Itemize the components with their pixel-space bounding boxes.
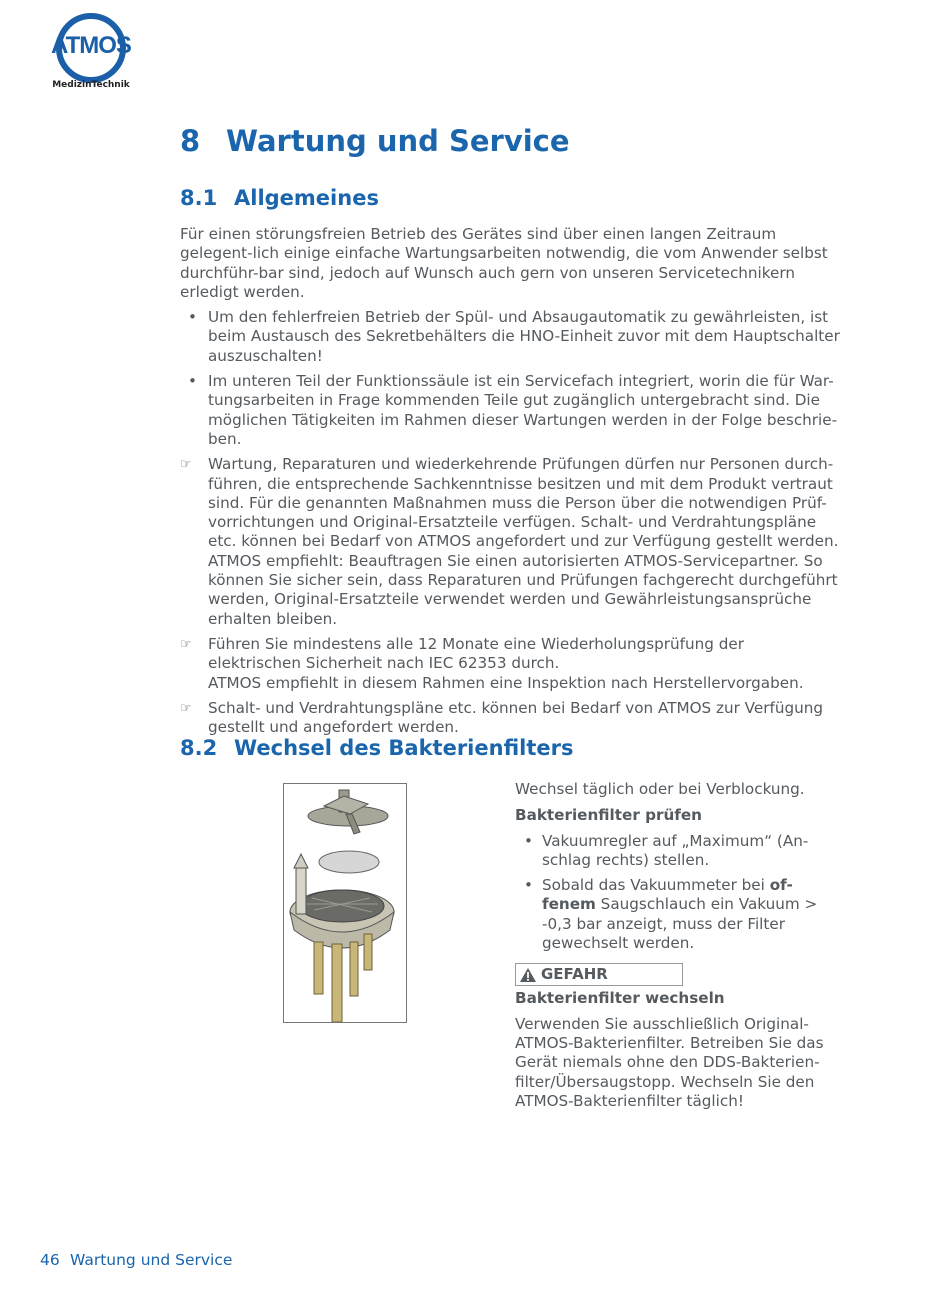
danger-label: GEFAHR (541, 965, 608, 984)
check-heading: Bakterienfilter prüfen (515, 806, 702, 825)
list-item (180, 372, 840, 449)
filter-assembly-icon (284, 784, 406, 1022)
warning-triangle-icon (519, 967, 537, 983)
logo-subtext: MedizinTechnik (52, 80, 130, 90)
section-8-1-body (180, 225, 840, 737)
chapter-title: Wartung und Service (226, 124, 570, 158)
bullet-text: Um den fehlerfreien Betrieb der Spül- und Absaugautomatik zu gewährleisten, ist beim Austausch des Sekretbehälters die HNO-Einheit zuvor mit dem Hauptschalter auszuschalten! (208, 308, 840, 365)
note-text: Schalt- und Verdrahtungspläne etc. können bei Bedarf von ATMOS zur Verfügung gestellt und angefordert werden. (208, 698, 823, 737)
section-title: Wechsel des Bakterienfilters (234, 736, 574, 760)
change-text: Verwenden Sie ausschließlich Original-ATMOS-Bakterienfilter. Betreiben Sie das Gerät niemals ohne den DDS-Bakterien-filter/Übersaugstopp. Wechseln Sie den ATMOS-Bakterienfilter täglich! (515, 1014, 824, 1110)
bullet-icon: • (524, 876, 533, 895)
note-text: Wartung, Reparaturen und wiederkehrende Prüfungen dürfen nur Personen durch-führen, die entsprechende Sachkenntnisse besitzen und mit dem Produkt vertraut sind. Für die genannten Maßnahmen muss die Person über die notwendigen Prüf-vorrichtungen und Original-Ersatzteile verfügen. Schalt- und Verdrahtungspläne etc. können bei Bedarf von ATMOS angefordert und zur Verfügung gestellt werden. (208, 455, 839, 551)
section-number: 8.1 (180, 186, 218, 210)
note-text: ATMOS empfiehlt in diesem Rahmen eine Inspektion nach Herstellervorgaben. (208, 673, 804, 692)
note-item (180, 455, 840, 629)
section-heading-8-1 (180, 186, 379, 210)
section-8-2-body (515, 780, 825, 1111)
section-number: 8.2 (180, 736, 218, 760)
bullet-text: Im unteren Teil der Funktionssäule ist ein Servicefach integriert, worin die für War-tungsarbeiten in Frage kommenden Teile gut zugänglich untergebracht sind. Die möglichen Tätigkeiten im Rahmen dieser Wartungen werden in der Folge beschrie-ben. (208, 372, 838, 448)
bullet-icon: • (524, 831, 533, 850)
bullet-icon: • (188, 372, 197, 391)
bullet-text-part: Sobald das Vakuummeter bei (542, 876, 770, 895)
list-item (515, 832, 825, 871)
chapter-number: 8 (180, 124, 201, 158)
note-item (180, 699, 840, 738)
pointing-hand-icon: ☞ (180, 457, 192, 473)
intro-paragraph: Wechsel täglich oder bei Verblockung. (515, 780, 805, 798)
page-number: 46 (40, 1251, 60, 1269)
bullet-text (542, 876, 825, 953)
bullet-icon: • (188, 308, 197, 327)
list-item (515, 876, 825, 953)
list-item (180, 308, 840, 366)
note-item (180, 635, 840, 693)
section-title: Allgemeines (234, 186, 379, 210)
bullet-text-part: Saugschlauch ein Vakuum > -0,3 bar anzeigt, muss der Filter gewechselt werden. (542, 895, 818, 953)
footer-title: Wartung und Service (70, 1251, 233, 1269)
bullet-text-bold: of-fenem (542, 876, 793, 914)
note-text: ATMOS empfiehlt: Beauftragen Sie einen autorisierten ATMOS-Servicepartner. So können Sie sicher sein, dass Reparaturen und Prüfungen fachgerecht durchgeführt werden, Original-Ersatzteile verwendet werden und Gewährleistungsansprüche erhalten bleiben. (208, 551, 838, 628)
danger-label-box (515, 963, 683, 986)
change-heading: Bakterienfilter wechseln (515, 989, 725, 1008)
chapter-heading (180, 124, 570, 158)
section-heading-8-2 (180, 736, 573, 760)
bullet-text: Vakuumregler auf „Maximum“ (An-schlag rechts) stellen. (542, 831, 809, 869)
logo-text: ATMOS (51, 32, 131, 59)
bacteria-filter-illustration (283, 783, 407, 1023)
pointing-hand-icon: ☞ (180, 700, 192, 716)
atmos-logo (44, 8, 138, 96)
intro-paragraph: Für einen störungsfreien Betrieb des Gerätes sind über einen langen Zeitraum gelegent-lich einige einfache Wartungsarbeiten notwendig, die vom Anwender selbst durchführ-bar sind, jedoch auf Wunsch auch gern von unseren Servicetechnikern erledigt werden. (180, 225, 828, 301)
note-text: Führen Sie mindestens alle 12 Monate eine Wiederholungsprüfung der elektrischen Sicherheit nach IEC 62353 durch. (208, 634, 744, 673)
pointing-hand-icon: ☞ (180, 636, 192, 652)
